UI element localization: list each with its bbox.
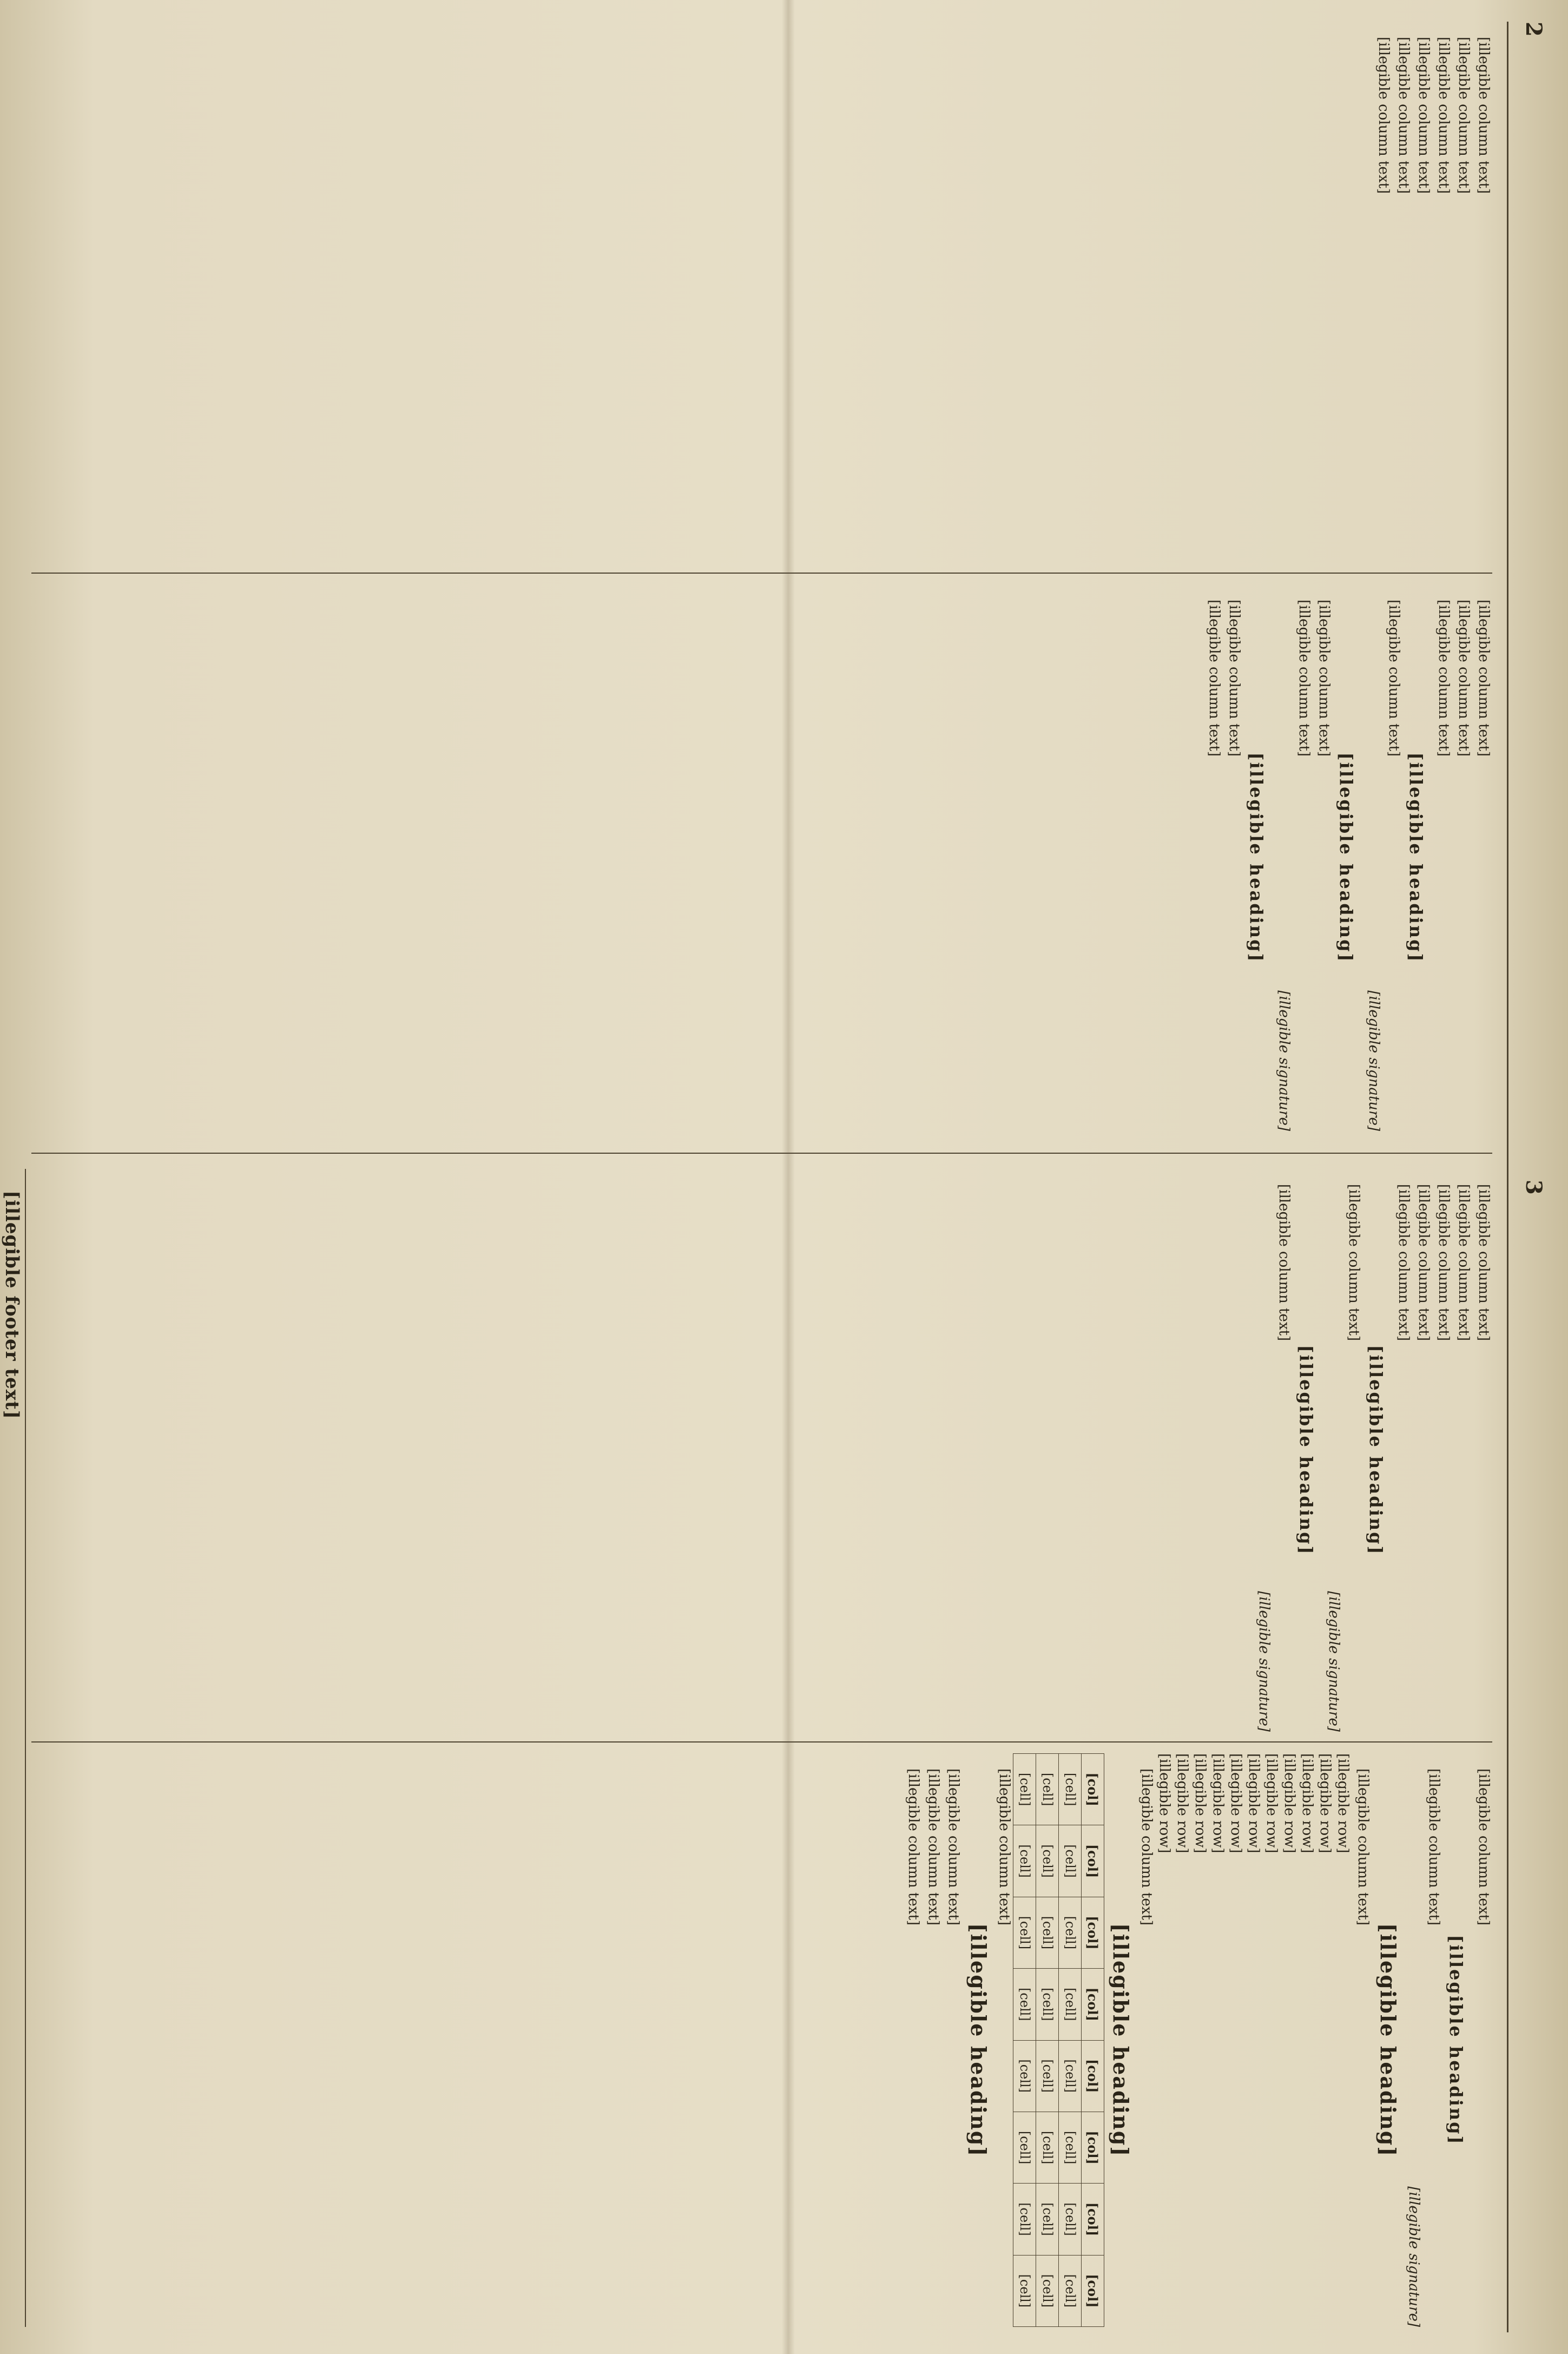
paragraph: [illegible column text] xyxy=(1206,600,1222,757)
weekly-report-row: [illegible row] xyxy=(1174,1753,1190,1853)
paragraph: [illegible column text] xyxy=(1375,37,1392,194)
section-heading: [illegible heading] xyxy=(1296,1345,1316,1556)
signature: [illegible signature] xyxy=(1366,990,1382,1131)
meteo-cell: [cell] xyxy=(1036,1969,1059,2040)
column-rule xyxy=(31,573,1492,574)
printer-imprint: [illegible footer text] xyxy=(1,1191,23,1419)
meteo-cell: [cell] xyxy=(1036,2040,1059,2112)
meteo-header-row xyxy=(1082,1754,1104,2327)
meteo-cell: [cell] xyxy=(1036,1754,1059,1825)
meteo-header-cell: [col] xyxy=(1082,1969,1104,2040)
meteo-header-cell: [col] xyxy=(1082,2112,1104,2183)
paragraph: [illegible column text] xyxy=(1475,37,1492,194)
meteo-cell: [cell] xyxy=(1013,1825,1036,1897)
paragraph: [illegible column text] xyxy=(1395,1184,1412,1342)
weekly-report-row: [illegible row] xyxy=(1299,1753,1315,1853)
weekly-report-row: [illegible row] xyxy=(1210,1753,1226,1853)
meteo-footnote: [illegible column text] xyxy=(996,1768,1012,1926)
weekly-report-row: [illegible row] xyxy=(1335,1753,1351,1853)
paragraph: [illegible column text] xyxy=(1346,1184,1362,1342)
meteo-header-cell: [col] xyxy=(1082,1825,1104,1897)
meteo-cell: [cell] xyxy=(1036,2255,1059,2326)
column-1 xyxy=(31,22,1492,563)
section-heading: [illegible heading] xyxy=(1366,1345,1386,1556)
paragraph: [illegible column text] xyxy=(1475,600,1492,757)
section-heading: [illegible heading] xyxy=(1336,752,1356,963)
meteo-cell: [cell] xyxy=(1036,2112,1059,2183)
meteo-cell: [cell] xyxy=(1013,1754,1036,1825)
meteo-cell: [cell] xyxy=(1059,2184,1082,2255)
column-2 xyxy=(31,584,1492,1131)
weekly-report-row: [illegible row] xyxy=(1263,1753,1280,1853)
paragraph: [illegible column text] xyxy=(1455,1184,1472,1342)
meteo-cell: [cell] xyxy=(1013,2184,1036,2255)
meteo-cell: [cell] xyxy=(1036,1897,1059,1968)
meteo-cell: [cell] xyxy=(1059,1825,1082,1897)
meteo-cell: [cell] xyxy=(1013,1969,1036,2040)
meteo-cell: [cell] xyxy=(1059,1969,1082,2040)
weekly-report-title: [illegible heading] xyxy=(1376,1923,1400,2158)
weekly-report-row: [illegible row] xyxy=(1281,1753,1297,1853)
section-heading: [illegible heading] xyxy=(1446,1935,1466,2146)
meteo-header-cell: [col] xyxy=(1082,2184,1104,2255)
weekly-report-text: [illegible column text] xyxy=(1355,1768,1371,1926)
meteo-title: [illegible heading] xyxy=(1109,1923,1133,2158)
meteo-cell: [cell] xyxy=(1059,1897,1082,1968)
page-number-right: 3 xyxy=(1521,1180,1546,1195)
column-4 xyxy=(31,1753,1492,2327)
meteo-cell: [cell] xyxy=(1013,1897,1036,1968)
markets-paragraph: [illegible column text] xyxy=(925,1768,941,1926)
markets-title: [illegible heading] xyxy=(966,1923,991,2158)
markets-paragraph: [illegible column text] xyxy=(945,1768,961,1926)
signature: [illegible signature] xyxy=(1406,2186,1422,2327)
meteo-header-cell: [col] xyxy=(1082,2040,1104,2112)
section-heading: [illegible heading] xyxy=(1246,752,1267,963)
paragraph: [illegible column text] xyxy=(1435,1184,1452,1342)
page-divider xyxy=(31,1153,1492,1154)
meteo-cell: [cell] xyxy=(1059,2112,1082,2183)
signature: [illegible signature] xyxy=(1326,1591,1342,1732)
top-rule xyxy=(1507,22,1508,2332)
paragraph: [illegible column text] xyxy=(1455,37,1472,194)
meteo-table xyxy=(1013,1753,1104,2327)
paragraph: [illegible column text] xyxy=(1316,600,1332,757)
meteo-header-cell: [col] xyxy=(1082,1897,1104,1968)
column-rule xyxy=(31,1741,1492,1743)
paragraph: [illegible column text] xyxy=(1455,600,1472,757)
meteo-row xyxy=(1036,1754,1059,2327)
meteo-header-cell: [col] xyxy=(1082,2255,1104,2326)
meteo-row xyxy=(1013,1754,1036,2327)
meteo-cell: [cell] xyxy=(1059,1754,1082,1825)
page-number-left: 2 xyxy=(1521,22,1546,37)
weekly-report-row: [illegible row] xyxy=(1192,1753,1208,1853)
paragraph: [illegible column text] xyxy=(1386,600,1402,757)
weekly-report-note: [illegible column text] xyxy=(1138,1768,1155,1926)
weekly-report-row: [illegible row] xyxy=(1156,1753,1172,1853)
weekly-report-row: [illegible row] xyxy=(1228,1753,1244,1853)
footer-rule xyxy=(25,1169,26,2327)
meteo-cell: [cell] xyxy=(1036,1825,1059,1897)
meteo-cell: [cell] xyxy=(1013,2112,1036,2183)
column-3 xyxy=(31,1169,1492,1732)
meteo-cell: [cell] xyxy=(1036,2184,1059,2255)
paragraph: [illegible column text] xyxy=(1435,37,1452,194)
meteo-cell: [cell] xyxy=(1013,2255,1036,2326)
meteo-row xyxy=(1059,1754,1082,2327)
paragraph: [illegible column text] xyxy=(1296,600,1312,757)
paragraph: [illegible column text] xyxy=(1475,1184,1492,1342)
paragraph: [illegible column text] xyxy=(1435,600,1452,757)
markets-paragraph: [illegible column text] xyxy=(905,1768,921,1926)
section-heading: [illegible heading] xyxy=(1406,752,1426,963)
paragraph: [illegible column text] xyxy=(1276,1184,1292,1342)
paragraph: [illegible column text] xyxy=(1395,37,1412,194)
signature: [illegible signature] xyxy=(1276,990,1292,1131)
meteo-cell: [cell] xyxy=(1059,2255,1082,2326)
signature: [illegible signature] xyxy=(1256,1591,1272,1732)
meteo-cell: [cell] xyxy=(1059,2040,1082,2112)
paragraph: [illegible column text] xyxy=(1415,1184,1432,1342)
meteo-cell: [cell] xyxy=(1013,2040,1036,2112)
meteo-header-cell: [col] xyxy=(1082,1754,1104,1825)
paragraph: [illegible column text] xyxy=(1415,37,1432,194)
paragraph: [illegible column text] xyxy=(1226,600,1242,757)
weekly-report-row: [illegible row] xyxy=(1246,1753,1262,1853)
weekly-report-row: [illegible row] xyxy=(1317,1753,1333,1853)
paragraph: [illegible column text] xyxy=(1426,1768,1442,1926)
paragraph: [illegible column text] xyxy=(1475,1768,1492,1926)
